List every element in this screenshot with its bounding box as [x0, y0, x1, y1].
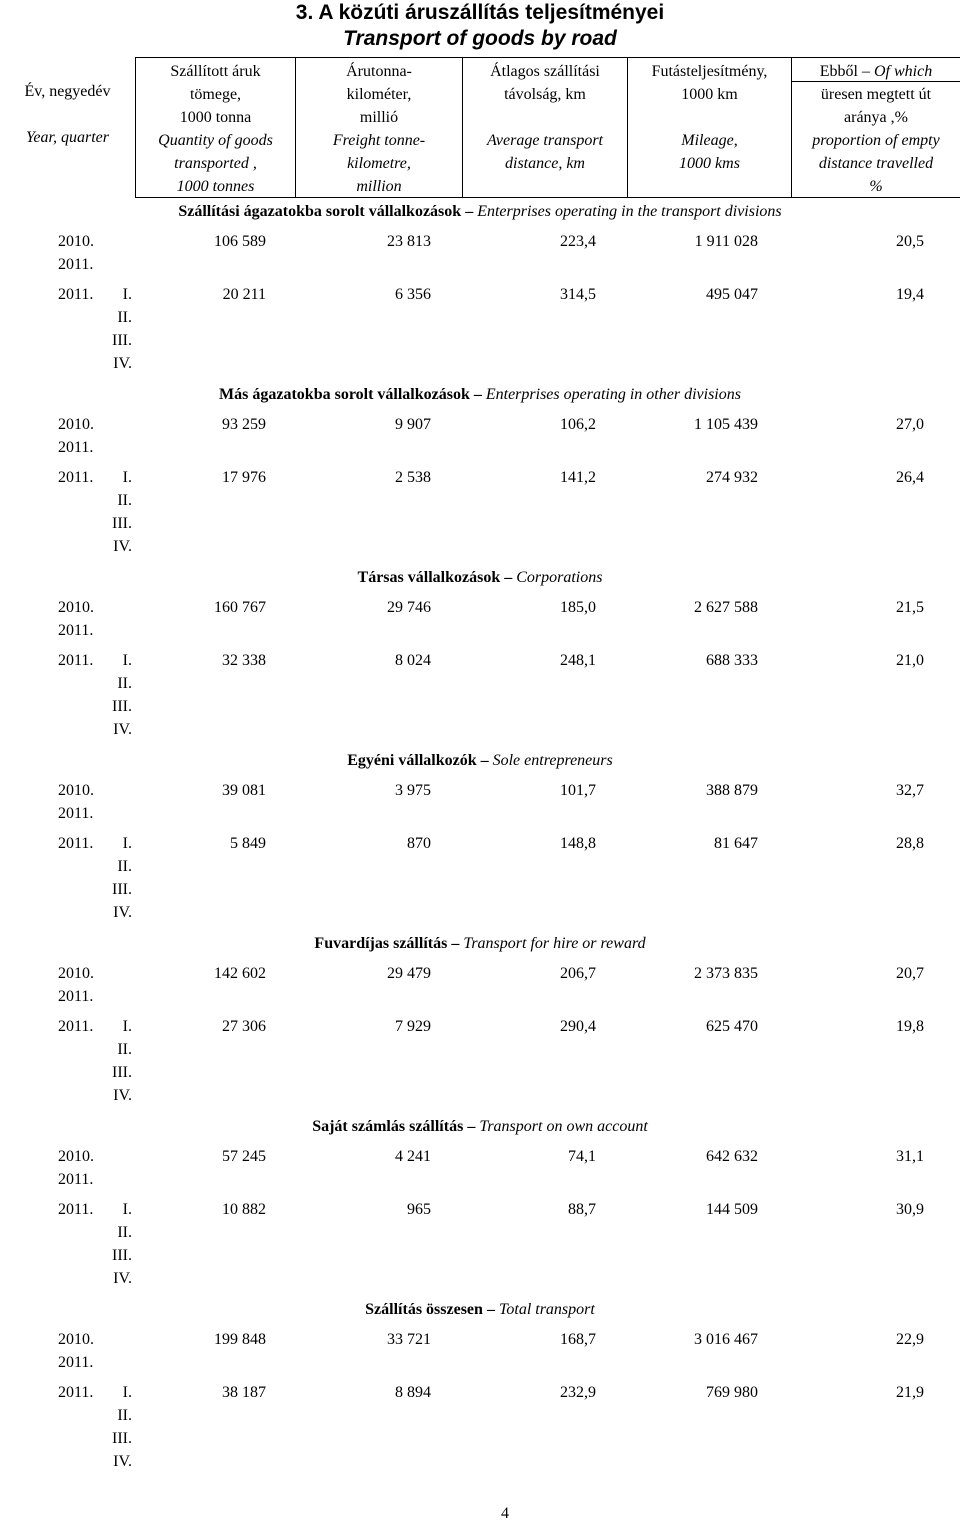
cell-2010-quantity: 57 245: [222, 1148, 266, 1165]
section-heading-en: Total transport: [498, 1301, 595, 1318]
header-empty-en-2: distance travelled: [818, 155, 934, 172]
cell-2011-q1-avg-distance: 148,8: [560, 835, 596, 852]
row-label-q4: IV.: [113, 1087, 132, 1104]
section-heading-dash: –: [469, 386, 486, 403]
section-heading: [0, 569, 960, 587]
header-mileage-en-1: Mileage,: [681, 132, 738, 149]
row-label-q2: II.: [117, 492, 132, 509]
header-empty-share: [792, 60, 960, 198]
header-tonnekm-en-1: Freight tonne-: [332, 132, 426, 149]
header-empty-hu-2: aránya ,%: [844, 109, 908, 126]
header-tonne-km: [296, 60, 462, 198]
header-mileage-hu-1: Futásteljesítmény,: [651, 63, 768, 80]
header-mileage-en-2: 1000 kms: [679, 155, 740, 172]
header-avgdist-en-1: Average transport: [487, 132, 603, 149]
row-label-q1: I.: [122, 1201, 132, 1218]
row-label-q3: III.: [112, 332, 132, 349]
cell-2011-q1-avg-distance: 232,9: [560, 1384, 596, 1401]
row-label-2011-quarter: 2011.: [58, 1201, 94, 1218]
cell-2011-q1-tonne-km: 7 929: [395, 1018, 431, 1035]
row-label-2011: 2011.: [58, 1171, 94, 1188]
section-heading: [0, 752, 960, 770]
header-tonnekm-hu-1: Árutonna-: [346, 63, 412, 80]
cell-2010-avg-distance: 101,7: [560, 782, 596, 799]
row-label-2011: 2011.: [58, 256, 94, 273]
cell-2011-q1-avg-distance: 141,2: [560, 469, 596, 486]
row-label-q1: I.: [122, 1384, 132, 1401]
header-avgdist-hu-1: Átlagos szállítási: [490, 63, 600, 80]
row-label-q2: II.: [117, 858, 132, 875]
cell-2011-q1-empty-share: 30,9: [896, 1201, 924, 1218]
cell-2010-quantity: 142 602: [214, 965, 266, 982]
cell-2011-q1-empty-share: 21,0: [896, 652, 924, 669]
row-label-q1: I.: [122, 286, 132, 303]
row-label-2011-quarter: 2011.: [58, 286, 94, 303]
cell-2010-mileage: 2 627 588: [694, 599, 758, 616]
header-quantity-en-3: 1000 tonnes: [176, 178, 255, 195]
cell-2010-avg-distance: 185,0: [560, 599, 596, 616]
page-title: [0, 0, 960, 52]
cell-2011-q1-empty-share: 19,4: [896, 286, 924, 303]
cell-2011-q1-avg-distance: 290,4: [560, 1018, 596, 1035]
cell-2011-q1-tonne-km: 6 356: [395, 286, 431, 303]
cell-2010-empty-share: 20,5: [896, 233, 924, 250]
section-heading-hu: Egyéni vállalkozók: [347, 752, 477, 769]
row-label-q4: IV.: [113, 538, 132, 555]
cell-2010-avg-distance: 223,4: [560, 233, 596, 250]
page-number: 4: [501, 1505, 509, 1522]
row-label-q1: I.: [122, 1018, 132, 1035]
header-year-en: Year, quarter: [26, 129, 109, 146]
cell-2011-q1-quantity: 17 976: [222, 469, 266, 486]
row-label-q3: III.: [112, 881, 132, 898]
cell-2010-empty-share: 22,9: [896, 1331, 924, 1348]
cell-2010-tonne-km: 9 907: [395, 416, 431, 433]
cell-2011-q1-quantity: 32 338: [222, 652, 266, 669]
cell-2010-empty-share: 21,5: [896, 599, 924, 616]
row-label-2010: 2010.: [58, 233, 94, 250]
cell-2010-tonne-km: 4 241: [395, 1148, 431, 1165]
row-label-q2: II.: [117, 1224, 132, 1241]
row-label-2011: 2011.: [58, 439, 94, 456]
section-heading-hu: Fuvardíjas szállítás: [314, 935, 448, 952]
row-label-2011-quarter: 2011.: [58, 652, 94, 669]
header-empty-hu-1: üresen megtett út: [820, 86, 932, 103]
cell-2011-q1-tonne-km: 870: [407, 835, 431, 852]
section-heading-en: Transport on own account: [479, 1118, 648, 1135]
section-heading-dash: –: [482, 1301, 499, 1318]
header-avgdist-hu-2: távolság, km: [504, 86, 586, 103]
cell-2010-tonne-km: 23 813: [387, 233, 431, 250]
row-label-q1: I.: [122, 652, 132, 669]
cell-2010-mileage: 642 632: [706, 1148, 758, 1165]
cell-2011-q1-mileage: 688 333: [706, 652, 758, 669]
row-label-q2: II.: [117, 675, 132, 692]
section-heading-en: Enterprises operating in other divisions: [485, 386, 741, 403]
cell-2011-q1-mileage: 495 047: [706, 286, 758, 303]
cell-2011-q1-mileage: 769 980: [706, 1384, 758, 1401]
cell-2010-avg-distance: 74,1: [568, 1148, 596, 1165]
cell-2010-quantity: 199 848: [214, 1331, 266, 1348]
section-heading-dash: –: [463, 1118, 480, 1135]
cell-2011-q1-avg-distance: 248,1: [560, 652, 596, 669]
cell-2010-tonne-km: 33 721: [387, 1331, 431, 1348]
row-label-2010: 2010.: [58, 782, 94, 799]
cell-2011-q1-avg-distance: 88,7: [568, 1201, 596, 1218]
header-quantity-hu-2: tömege,: [189, 86, 242, 103]
header-quantity-en-2: transported ,: [174, 155, 257, 172]
header-quantity: [136, 60, 295, 198]
cell-2010-empty-share: 20,7: [896, 965, 924, 982]
row-label-2011: 2011.: [58, 988, 94, 1005]
row-label-q2: II.: [117, 1407, 132, 1424]
header-empty-en-1: proportion of empty: [812, 132, 940, 149]
cell-2010-avg-distance: 106,2: [560, 416, 596, 433]
row-label-2010: 2010.: [58, 1148, 94, 1165]
cell-2011-q1-quantity: 20 211: [222, 286, 266, 303]
section-heading-dash: –: [476, 752, 493, 769]
row-label-2010: 2010.: [58, 599, 94, 616]
section-heading-en: Corporations: [516, 569, 603, 586]
cell-2011-q1-empty-share: 26,4: [896, 469, 924, 486]
section-heading-hu: Szállítási ágazatokba sorolt vállalkozások: [178, 203, 462, 220]
section-heading-hu: Más ágazatokba sorolt vállalkozások: [219, 386, 470, 403]
header-ebbol-hu: Ebből: [819, 63, 858, 80]
cell-2010-mileage: 3 016 467: [694, 1331, 758, 1348]
row-label-q4: IV.: [113, 904, 132, 921]
section-heading-hu: Saját számlás szállítás: [312, 1118, 464, 1135]
cell-2010-quantity: 106 589: [214, 233, 266, 250]
row-label-q3: III.: [112, 1247, 132, 1264]
section-heading-hu: Szállítás összesen: [365, 1301, 483, 1318]
section-heading-dash: –: [500, 569, 517, 586]
header-tonnekm-en-2: kilometre,: [347, 155, 411, 172]
row-label-q4: IV.: [113, 721, 132, 738]
cell-2011-q1-mileage: 144 509: [706, 1201, 758, 1218]
section-heading: [0, 1301, 960, 1319]
header-quantity-hu-3: 1000 tonna: [179, 109, 252, 126]
header-tonnekm-hu-3: millió: [359, 109, 399, 126]
header-mileage: [628, 60, 791, 175]
row-label-q3: III.: [112, 1064, 132, 1081]
header-ebbol-en: Of which: [874, 63, 933, 80]
row-label-q4: IV.: [113, 355, 132, 372]
section-heading-dash: –: [447, 935, 464, 952]
row-label-2010: 2010.: [58, 416, 94, 433]
row-label-q2: II.: [117, 1041, 132, 1058]
row-label-q1: I.: [122, 469, 132, 486]
row-label-q2: II.: [117, 309, 132, 326]
cell-2010-empty-share: 27,0: [896, 416, 924, 433]
row-label-q4: IV.: [113, 1453, 132, 1470]
header-avgdist-en-2: distance, km: [505, 155, 585, 172]
section-heading: [0, 1118, 960, 1136]
section-heading: [0, 935, 960, 953]
row-label-q3: III.: [112, 1430, 132, 1447]
header-ebbol: Ebből – Of which: [819, 63, 933, 80]
cell-2011-q1-empty-share: 19,8: [896, 1018, 924, 1035]
section-heading-hu: Társas vállalkozások: [357, 569, 501, 586]
cell-2011-q1-quantity: 27 306: [222, 1018, 266, 1035]
row-label-2011-quarter: 2011.: [58, 835, 94, 852]
cell-2010-quantity: 39 081: [222, 782, 266, 799]
row-label-q4: IV.: [113, 1270, 132, 1287]
section-heading-en: Sole entrepreneurs: [492, 752, 613, 769]
title-hu: 3. A közúti áruszállítás teljesítményei: [295, 1, 665, 24]
cell-2011-q1-quantity: 10 882: [222, 1201, 266, 1218]
header-empty-en-3: %: [869, 178, 883, 195]
header-quantity-en-1: Quantity of goods: [158, 132, 273, 149]
cell-2010-mileage: 1 105 439: [694, 416, 758, 433]
cell-2011-q1-quantity: 5 849: [230, 835, 266, 852]
title-en: Transport of goods by road: [343, 27, 617, 50]
section-heading-en: Enterprises operating in the transport divisions: [477, 203, 782, 220]
cell-2010-tonne-km: 29 479: [387, 965, 431, 982]
row-label-2011-quarter: 2011.: [58, 1384, 94, 1401]
cell-2011-q1-mileage: 625 470: [706, 1018, 758, 1035]
section-heading-dash: –: [461, 203, 478, 220]
cell-2010-quantity: 160 767: [214, 599, 266, 616]
row-label-q1: I.: [122, 835, 132, 852]
cell-2011-q1-empty-share: 21,9: [896, 1384, 924, 1401]
cell-2011-q1-tonne-km: 965: [407, 1201, 431, 1218]
cell-2010-mileage: 2 373 835: [694, 965, 758, 982]
row-label-2011: 2011.: [58, 1354, 94, 1371]
cell-2010-mileage: 1 911 028: [694, 233, 758, 250]
cell-2011-q1-empty-share: 28,8: [896, 835, 924, 852]
cell-2011-q1-quantity: 38 187: [222, 1384, 266, 1401]
row-label-2011-quarter: 2011.: [58, 1018, 94, 1035]
cell-2010-empty-share: 32,7: [896, 782, 924, 799]
header-tonnekm-hu-2: kilométer,: [346, 86, 412, 103]
cell-2010-empty-share: 31,1: [896, 1148, 924, 1165]
section-heading: [0, 203, 960, 221]
cell-2010-quantity: 93 259: [222, 416, 266, 433]
cell-2011-q1-mileage: 274 932: [706, 469, 758, 486]
header-top-rule: [135, 57, 960, 58]
row-label-q3: III.: [112, 515, 132, 532]
header-quantity-hu-1: Szállított áruk: [170, 63, 261, 80]
header-avg-distance: [463, 60, 627, 175]
row-label-2011: 2011.: [58, 805, 94, 822]
cell-2010-mileage: 388 879: [706, 782, 758, 799]
cell-2011-q1-tonne-km: 8 024: [395, 652, 431, 669]
cell-2011-q1-avg-distance: 314,5: [560, 286, 596, 303]
cell-2010-avg-distance: 206,7: [560, 965, 596, 982]
cell-2010-tonne-km: 3 975: [395, 782, 431, 799]
row-label-2010: 2010.: [58, 1331, 94, 1348]
header-year-hu: Év, negyedév: [24, 83, 111, 100]
cell-2010-tonne-km: 29 746: [387, 599, 431, 616]
header-year-quarter: [0, 80, 135, 149]
section-heading: [0, 386, 960, 404]
row-label-2010: 2010.: [58, 965, 94, 982]
header-mileage-hu-2: 1000 km: [681, 86, 738, 103]
section-heading-en: Transport for hire or reward: [463, 935, 646, 952]
row-label-2011: 2011.: [58, 622, 94, 639]
row-label-2011-quarter: 2011.: [58, 469, 94, 486]
header-tonnekm-en-3: million: [356, 178, 402, 195]
cell-2011-q1-mileage: 81 647: [714, 835, 758, 852]
cell-2011-q1-tonne-km: 8 894: [395, 1384, 431, 1401]
cell-2011-q1-tonne-km: 2 538: [395, 469, 431, 486]
row-label-q3: III.: [112, 698, 132, 715]
cell-2010-avg-distance: 168,7: [560, 1331, 596, 1348]
